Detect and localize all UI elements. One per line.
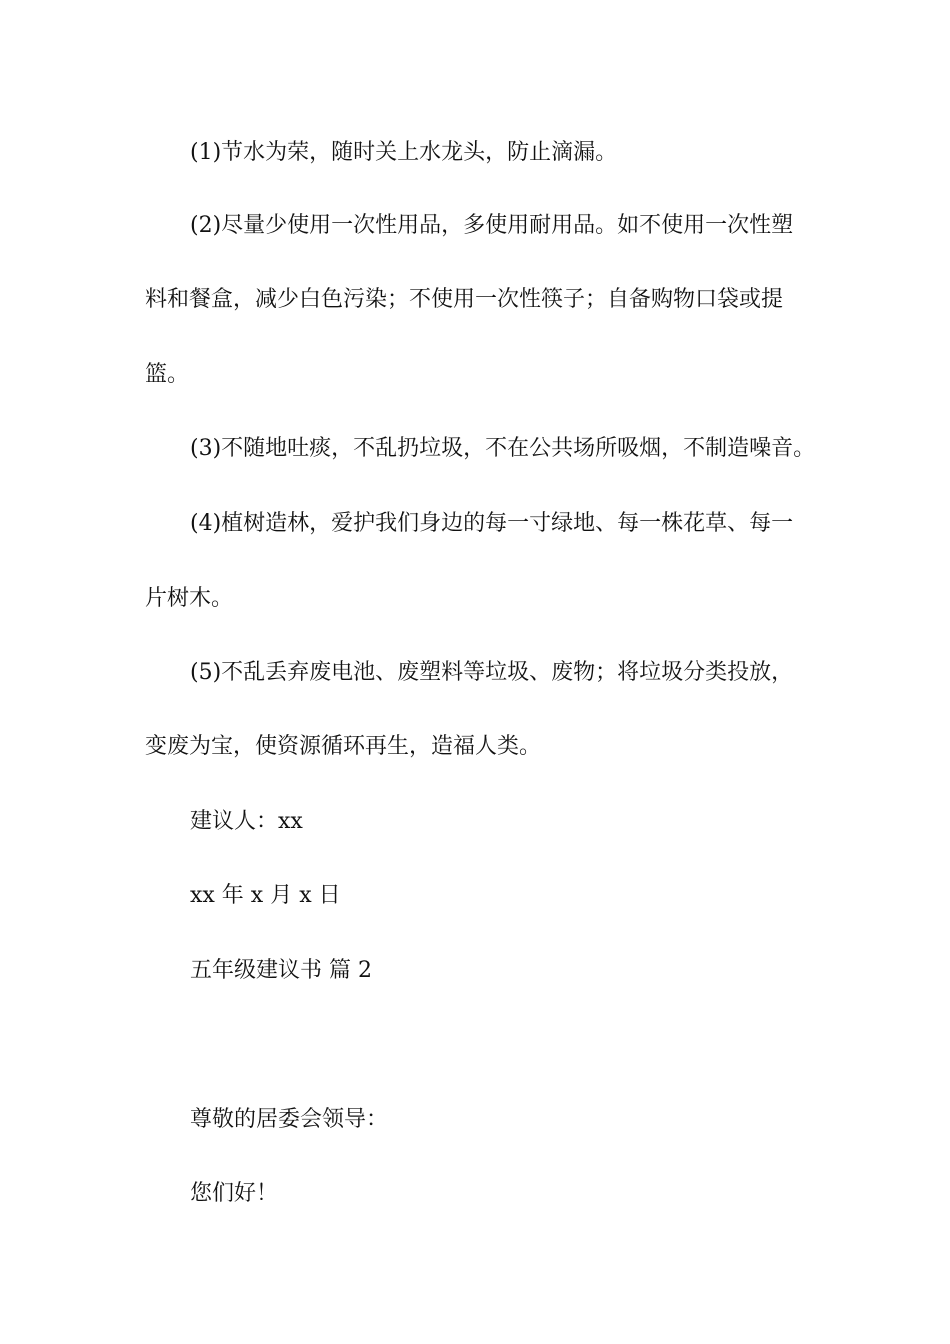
greeting: 您们好！ <box>190 1181 279 1206</box>
suggestion-5-line-1: (5)不乱丢弃废电池、废塑料等垃圾、废物；将垃圾分类投放， <box>190 660 794 685</box>
section-heading: 五年级建议书 篇 2 <box>190 958 372 983</box>
suggestion-1: (1)节水为荣，随时关上水龙头，防止滴漏。 <box>190 140 618 165</box>
suggestion-2-line-1: (2)尽量少使用一次性用品，多使用耐用品。如不使用一次性塑 <box>190 213 794 238</box>
proposer-signature: 建议人：xx <box>190 809 303 834</box>
suggestion-3: (3)不随地吐痰，不乱扔垃圾，不在公共场所吸烟，不制造噪音。 <box>190 436 816 461</box>
salutation: 尊敬的居委会领导： <box>190 1107 389 1132</box>
suggestion-4-line-2: 片树木。 <box>145 586 234 611</box>
date-line: xx 年 x 月 x 日 <box>190 883 341 908</box>
suggestion-5-line-2: 变废为宝，使资源循环再生，造福人类。 <box>145 734 542 759</box>
suggestion-2-line-3: 篮。 <box>145 362 190 387</box>
suggestion-2-line-2: 料和餐盒，减少白色污染；不使用一次性筷子；自备购物口袋或提 <box>145 287 784 312</box>
suggestion-4-line-1: (4)植树造林，爱护我们身边的每一寸绿地、每一株花草、每一 <box>190 511 794 536</box>
